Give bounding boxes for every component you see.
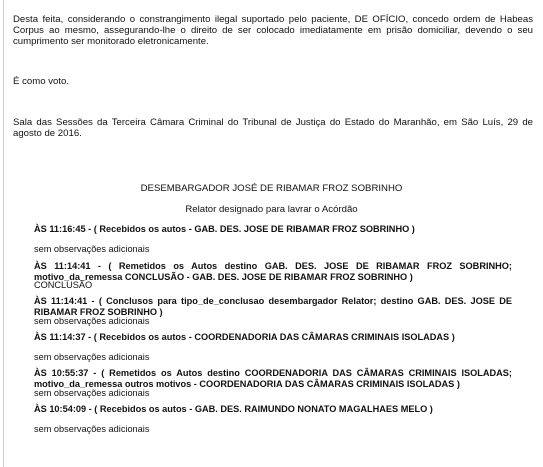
signature-name: DESEMBARGADOR JOSÉ DE RIBAMAR FROZ SOBRINHO xyxy=(140,183,403,194)
log-entry-note: sem observações adicionais xyxy=(34,244,150,254)
left-margin-rule xyxy=(3,0,4,467)
log-entry-note: sem observações adicionais xyxy=(34,424,150,434)
log-entry-title: ÀS 11:16:45 - ( Recebidos os autos - GAB. DES. JOSE DE RIBAMAR FROZ SOBRINHO ) xyxy=(34,224,415,234)
session-statement: Sala das Sessões da Terceira Câmara Criminal do Tribunal de Justiça do Estado do Maranhão, em São Luís, 29 de agosto de 2016. xyxy=(13,117,533,139)
log-entry-title: ÀS 11:14:41 - ( Conclusos para tipo_de_conclusao desembargador Relator; destino GAB. DES. JOSE DE RIBAMAR FROZ SOBRINHO ) xyxy=(34,296,512,317)
decision-paragraph: Desta feita, considerando o constrangimento ilegal suportado pelo paciente, DE OFÍCIO, concedo ordem de Habeas Corpus ao mesmo, assegurando-lhe o direito de ser colocado imediatamente em prisão domiciliar, devendo o seu cumprimento ser monitorado eletronicamente. xyxy=(13,14,533,47)
log-entry-note: sem observações adicionais xyxy=(34,352,150,362)
log-entry-title: ÀS 11:14:37 - ( Recebidos os autos - COORDENADORIA DAS CÂMARAS CRIMINAIS ISOLADAS ) xyxy=(34,332,455,342)
log-entry-note: CONCLUSÃO xyxy=(34,280,93,290)
vote-statement: É como voto. xyxy=(13,76,69,87)
log-entry-title: ÀS 10:55:37 - ( Remetidos os Autos destino COORDENADORIA DAS CÂMARAS CRIMINAIS ISOLADAS; motivo_da_remessa outros motivos - COORDENADORIA DAS CÂMARAS CRIMINAIS ISOLADAS ) xyxy=(34,368,512,389)
log-entry-note: sem observações adicionais xyxy=(34,388,150,398)
log-entry-title: ÀS 10:54:09 - ( Recebidos os autos - GAB. DES. RAIMUNDO NONATO MAGALHAES MELO ) xyxy=(34,404,433,414)
signature-role: Relator designado para lavrar o Acórdão xyxy=(185,204,358,215)
log-entry-title: ÀS 11:14:41 - ( Remetidos os Autos destino GAB. DES. JOSE DE RIBAMAR FROZ SOBRINHO; motivo_da_remessa CONCLUSÃO - GAB. DES. JOSE DE RIBAMAR FROZ SOBRINHO ) xyxy=(34,261,512,282)
log-entry-note: sem observações adicionais xyxy=(34,316,150,326)
